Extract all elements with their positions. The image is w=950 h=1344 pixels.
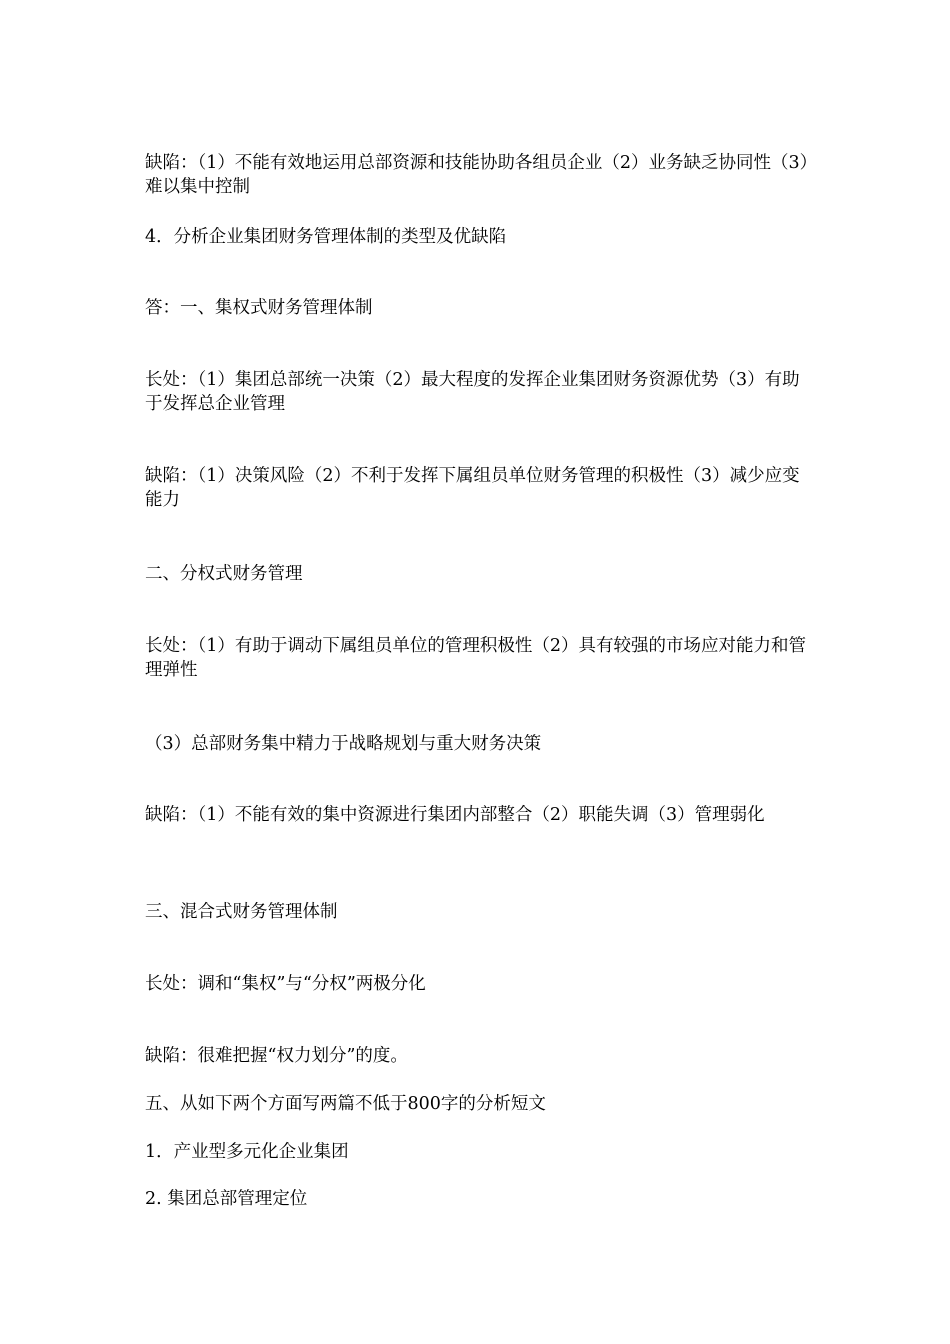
paragraph-decentralized-defects: 缺陷：（1）不能有效的集中资源进行集团内部整合（2）职能失调（3）管理弱化 [145,805,765,825]
paragraph-mixed-defects: 缺陷：很难把握“权力划分”的度。 [145,1046,408,1066]
paragraph-section-five: 五、从如下两个方面写两篇不低于800字的分析短文 [145,1094,546,1114]
paragraph-question-4: 4．分析企业集团财务管理体制的类型及优缺陷 [145,227,507,247]
paragraph-item-1: 1．产业型多元化企业集团 [145,1142,349,1162]
paragraph-heading-mixed: 三、混合式财务管理体制 [145,902,338,922]
paragraph-answer-heading-centralized: 答：一、集权式财务管理体制 [145,298,373,318]
paragraph-decentralized-advantages: 长处：（1）有助于调动下属组员单位的管理积极性（2）具有较强的市场应对能力和管理弹性 [145,636,807,680]
paragraph-centralized-defects: 缺陷：（1）决策风险（2）不利于发挥下属组员单位财务管理的积极性（3）减少应变能力 [145,466,800,510]
paragraph-item-2: 2. 集团总部管理定位 [145,1189,308,1209]
paragraph-centralized-advantages: 长处：（1）集团总部统一决策（2）最大程度的发挥企业集团财务资源优势（3）有助于发挥总企业管理 [145,370,800,414]
paragraph-decentralized-advantages-3: （3）总部财务集中精力于战略规划与重大财务决策 [145,734,542,754]
paragraph-defects-1: 缺陷：（1）不能有效地运用总部资源和技能协助各组员企业（2）业务缺乏协同性（3）难以集中控制 [145,153,809,197]
paragraph-heading-decentralized: 二、分权式财务管理 [145,564,303,584]
paragraph-mixed-advantages: 长处：调和“集权”与“分权”两极分化 [145,974,426,994]
